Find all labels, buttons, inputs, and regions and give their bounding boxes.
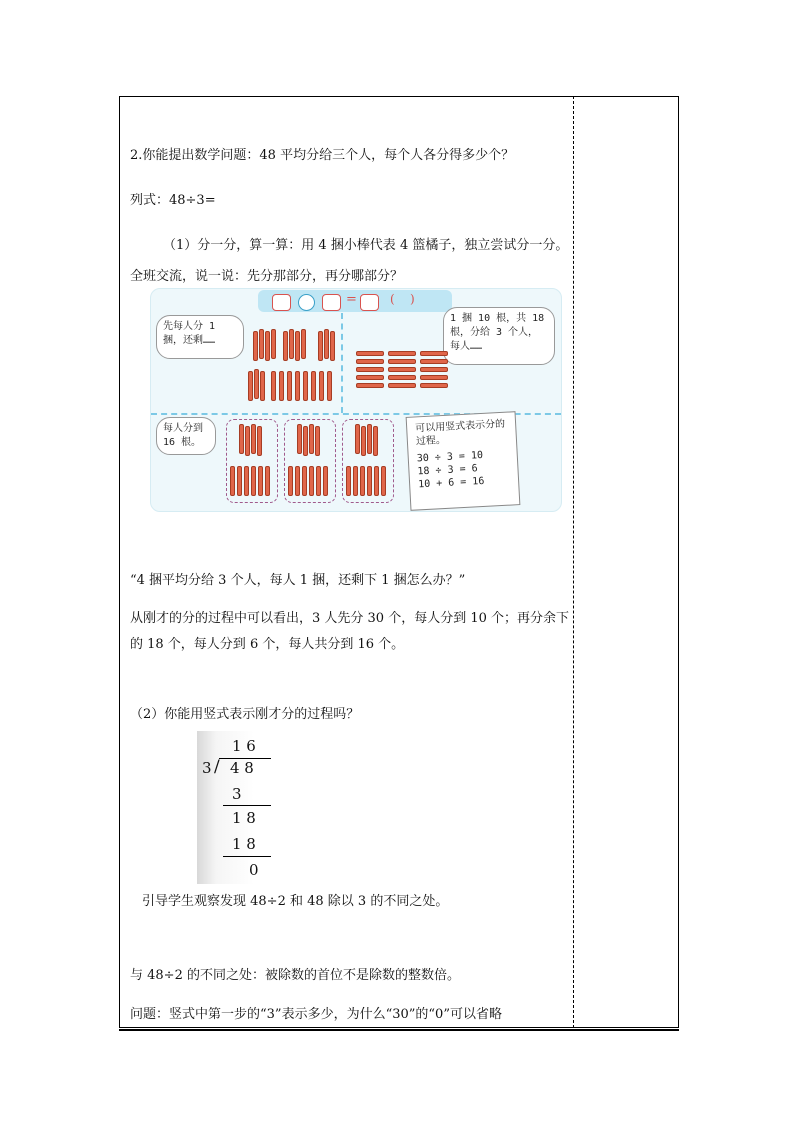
step2-text: （2）你能用竖式表示刚才分的过程吗？	[130, 707, 360, 722]
ld-divisor: 3	[202, 759, 212, 777]
ld-step1: 3	[232, 785, 242, 803]
last-question-text: 问题：竖式中第一步的“3”表示多少，为什么“30”的“0”可以省略	[130, 1007, 502, 1022]
formula-text: 列式：48÷3=	[130, 193, 216, 208]
thought-bubble: 1 捆 10 根，共 18 根，分给 3 个人，每人……	[443, 307, 555, 365]
ld-quotient: 1 6	[232, 737, 256, 755]
problem-text: 2.你能提出数学问题：48 平均分给三个人，每个人各分得多少个？	[130, 148, 515, 163]
note-line: 18 ÷ 3 = 6	[417, 463, 478, 478]
thought-bubble: 每人分到 16 根。	[156, 417, 216, 455]
equals-sign: =	[346, 292, 357, 307]
thought-bubble: 先每人分 1 捆，还剩……	[156, 315, 244, 359]
ld-step3: 1 8	[232, 835, 256, 853]
stick-bundle	[316, 329, 352, 365]
equation-paren: ( )	[390, 292, 415, 306]
equation-box	[322, 294, 341, 311]
division-illustration	[150, 288, 562, 512]
share-group	[284, 419, 336, 503]
ld-step2: 1 8	[232, 809, 256, 827]
ld-line	[223, 805, 271, 806]
step1-text: （1）分一分，算一算：用 4 捆小棒代表 4 篮橘子，独立尝试分一分。	[163, 238, 569, 253]
column-divider	[573, 96, 574, 1028]
equation-bar	[258, 290, 452, 312]
ld-dividend: 4 8	[230, 759, 254, 777]
quote-text: “4 捆平均分给 3 个人，每人 1 捆，还剩下 1 捆怎么办？”	[130, 573, 466, 588]
share-group	[342, 419, 394, 503]
note-line: 30 ÷ 3 = 10	[416, 449, 484, 465]
discuss-text: 全班交流，说一说：先分那部分，再分哪部分？	[130, 269, 404, 284]
note-title: 可以用竖式表示分的过程。	[414, 418, 506, 448]
equation-operator-circle	[298, 294, 315, 311]
ld-line	[223, 856, 271, 857]
difference-text: 与 48÷2 的不同之处：被除数的首位不是除数的整数倍。	[130, 968, 460, 983]
equation-box	[272, 294, 291, 311]
long-division	[197, 731, 292, 884]
stick-bundle	[281, 329, 317, 365]
note-line: 10 + 6 = 16	[417, 475, 485, 491]
stick-bundle	[246, 369, 282, 405]
equation-box	[360, 294, 379, 311]
share-group	[226, 419, 278, 503]
ld-remainder: 0	[249, 861, 259, 879]
observe-text: 引导学生观察发现 48÷2 和 48 除以 3 的不同之处。	[142, 894, 449, 909]
lesson-table	[119, 96, 679, 1028]
ld-bracket: /	[214, 757, 220, 777]
note-card	[406, 411, 521, 511]
explain-text: 从刚才的分的过程中可以看出，3 人先分 30 个，每人分到 10 个；再分余下的 18 个，每人分到 6 个，每人共分到 16 个。	[130, 611, 570, 652]
